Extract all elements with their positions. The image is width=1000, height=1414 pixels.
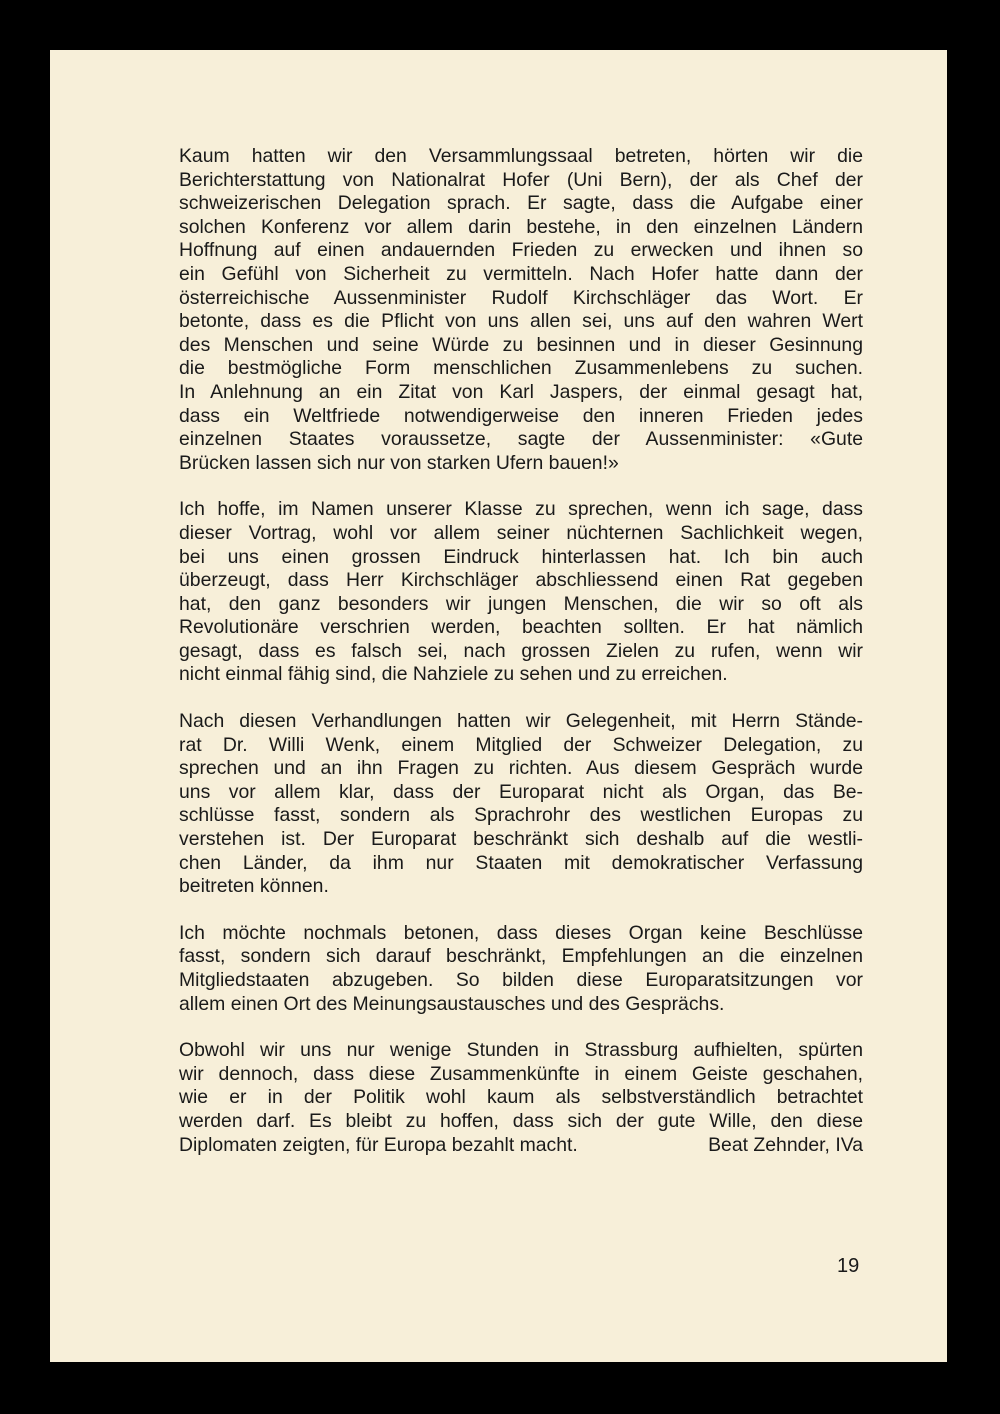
author-signature: Beat Zehnder, IVa: [708, 1133, 863, 1156]
text-line: hat, den ganz besonders wir jungen Menschen, die wir so oft als: [179, 592, 863, 615]
article-body: [179, 145, 863, 1180]
text-line: Ich hoffe, im Namen unserer Klasse zu sprechen, wenn ich sage, dass: [179, 498, 863, 521]
text-line: Nach diesen Verhandlungen hatten wir Gelegenheit, mit Herrn Stände-: [179, 710, 863, 733]
text-line: rat Dr. Willi Wenk, einem Mitglied der Schweizer Delegation, zu: [179, 733, 863, 756]
text-line: wie er in der Politik wohl kaum als selbstverständlich betrachtet: [179, 1086, 863, 1109]
text-line: solchen Konferenz vor allem darin bestehe, in den einzelnen Ländern: [179, 215, 863, 238]
page-number: 19: [837, 1255, 860, 1277]
text-line: verstehen ist. Der Europarat beschränkt sich deshalb auf die westli-: [179, 828, 863, 851]
paragraph-5: [179, 1039, 863, 1157]
text-line: Brücken lassen sich nur von starken Ufern bauen!»: [179, 451, 619, 474]
text-line: chen Länder, da ihm nur Staaten mit demokratischer Verfassung: [179, 851, 863, 874]
text-line: überzeugt, dass Herr Kirchschläger abschliessend einen Rat gegeben: [179, 569, 863, 592]
text-line: ein Gefühl von Sicherheit zu vermitteln. Nach Hofer hatte dann der: [179, 262, 863, 285]
text-line: betonte, dass es die Pflicht von uns allen sei, uns auf den wahren Wert: [179, 310, 863, 333]
text-line: bei uns einen grossen Eindruck hinterlassen hat. Ich bin auch: [179, 545, 863, 568]
document-page: [50, 50, 947, 1362]
text-line: dieser Vortrag, wohl vor allem seiner nüchternen Sachlichkeit wegen,: [179, 521, 863, 544]
text-line: österreichische Aussenminister Rudolf Kirchschläger das Wort. Er: [179, 286, 863, 309]
text-line: Obwohl wir uns nur wenige Stunden in Strassburg aufhielten, spürten: [179, 1039, 863, 1062]
text-line: Berichterstattung von Nationalrat Hofer (Uni Bern), der als Chef der: [179, 168, 863, 191]
paragraph-3: [179, 710, 863, 899]
text-line: schlüsse fasst, sondern als Sprachrohr des westlichen Europas zu: [179, 804, 863, 827]
text-line: dass ein Weltfriede notwendigerweise den inneren Frieden jedes: [179, 404, 863, 427]
text-line: beitreten können.: [179, 875, 329, 898]
text-line: sprechen und an ihn Fragen zu richten. Aus diesem Gespräch wurde: [179, 757, 863, 780]
text-line: gesagt, dass es falsch sei, nach grossen Zielen zu rufen, wenn wir: [179, 639, 863, 662]
text-line: Hoffnung auf einen andauernden Frieden zu erwecken und ihnen so: [179, 239, 863, 262]
text-line: die bestmögliche Form menschlichen Zusammenlebens zu suchen.: [179, 357, 863, 380]
closing-line: [179, 1134, 863, 1158]
text-line: fasst, sondern sich darauf beschränkt, Empfehlungen an die einzelnen: [179, 945, 863, 968]
text-line: wir dennoch, dass diese Zusammenkünfte in einem Geiste geschahen,: [179, 1062, 863, 1085]
text-line: In Anlehnung an ein Zitat von Karl Jaspers, der einmal gesagt hat,: [179, 380, 863, 403]
final-sentence: Diplomaten zeigten, für Europa bezahlt macht.: [179, 1133, 578, 1156]
paragraph-4: [179, 922, 863, 1016]
text-line: Revolutionäre verschrien werden, beachten sollten. Er hat nämlich: [179, 616, 863, 639]
text-line: des Menschen und seine Würde zu besinnen und in dieser Gesinnung: [179, 333, 863, 356]
paragraph-2: [179, 498, 863, 687]
text-line: nicht einmal fähig sind, die Nahziele zu sehen und zu erreichen.: [179, 663, 728, 686]
text-line: werden darf. Es bleibt zu hoffen, dass sich der gute Wille, den diese: [179, 1109, 863, 1132]
text-line: Mitgliedstaaten abzugeben. So bilden diese Europaratsitzungen vor: [179, 969, 863, 991]
text-line: einzelnen Staates voraussetze, sagte der Aussenminister: «Gute: [179, 428, 863, 451]
text-line: schweizerischen Delegation sprach. Er sagte, dass die Aufgabe einer: [179, 192, 863, 215]
text-line: uns vor allem klar, dass der Europarat nicht als Organ, das Be-: [179, 780, 863, 803]
text-line: Kaum hatten wir den Versammlungssaal betreten, hörten wir die: [179, 145, 863, 167]
text-line: allem einen Ort des Meinungsaustausches und des Gesprächs.: [179, 992, 725, 1015]
paragraph-1: [179, 145, 863, 475]
text-line: Ich möchte nochmals betonen, dass dieses Organ keine Beschlüsse: [179, 921, 863, 944]
